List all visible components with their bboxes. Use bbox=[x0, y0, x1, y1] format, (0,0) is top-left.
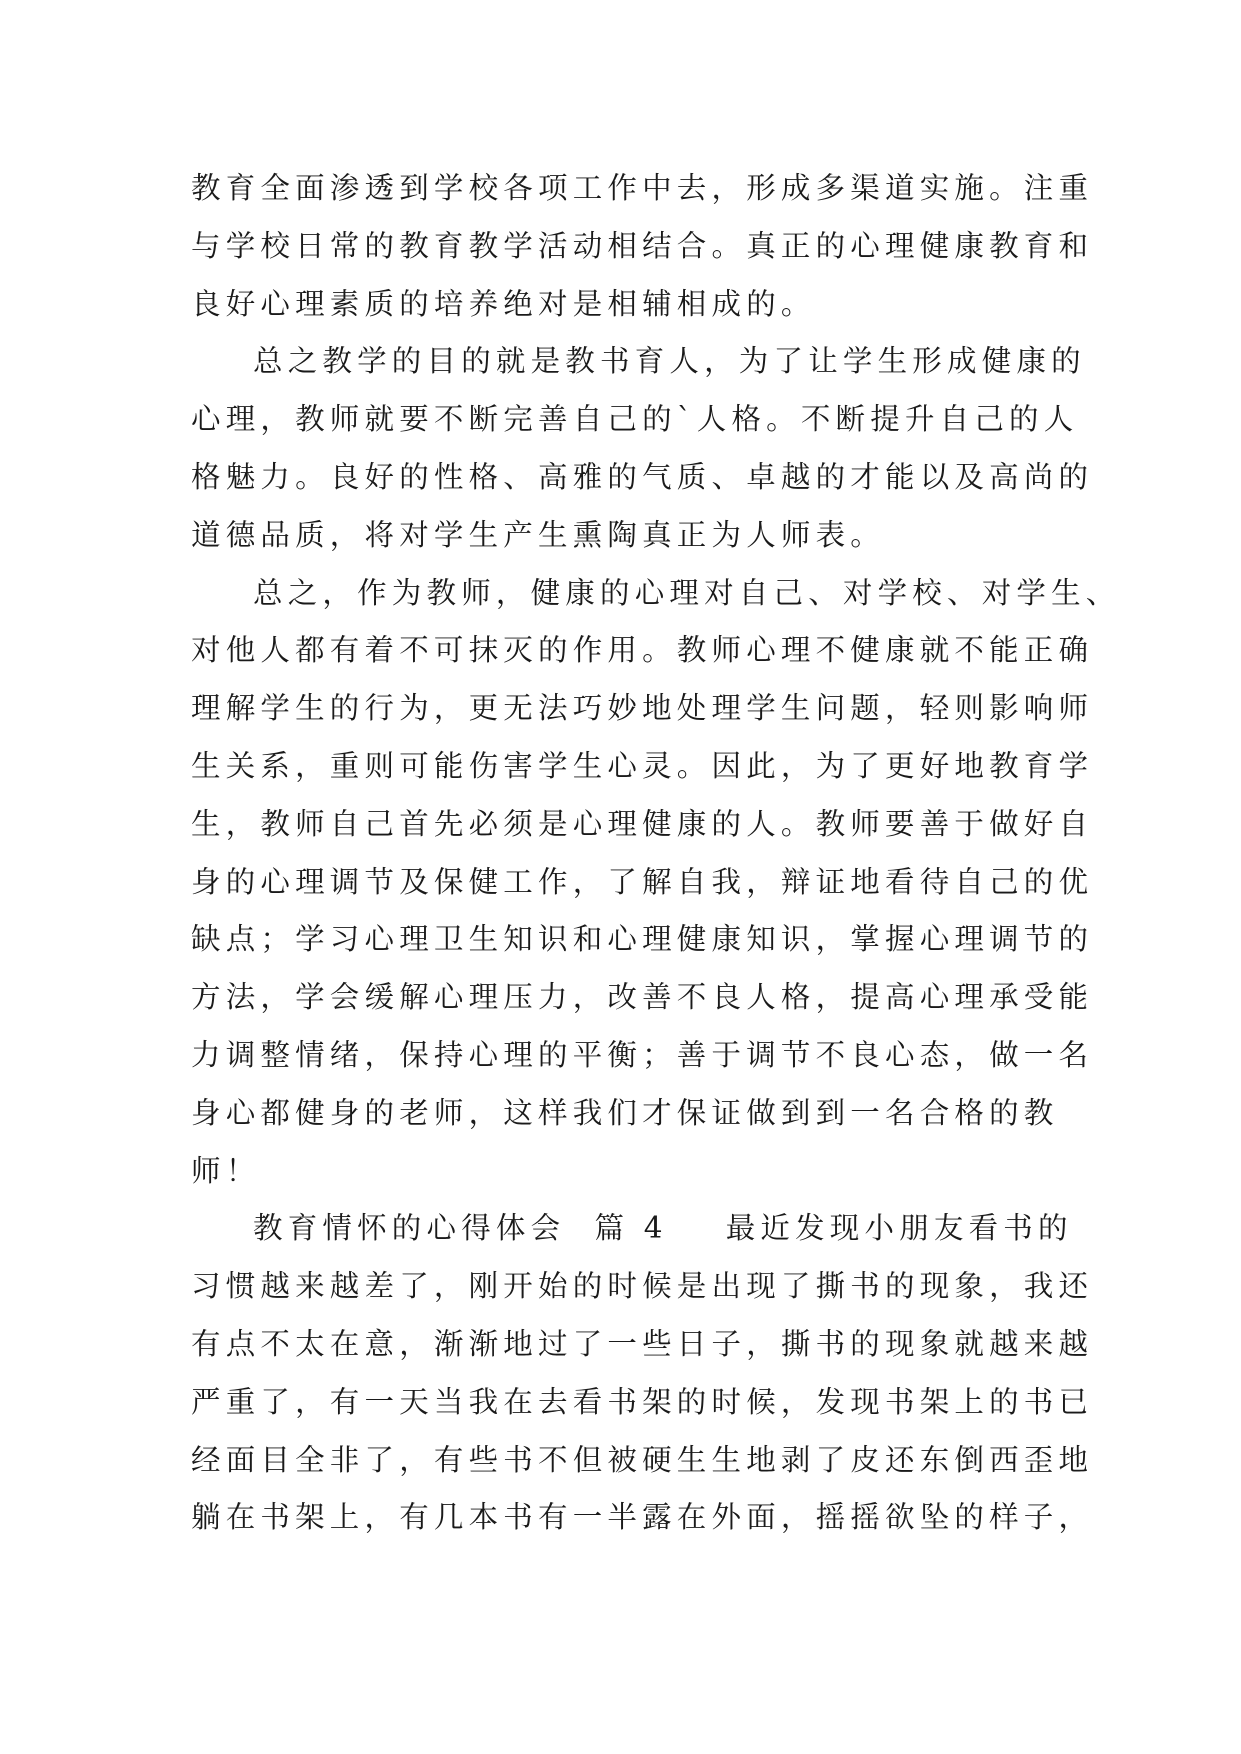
text-line: 有点不太在意，渐渐地过了一些日子，撕书的现象就越来越 bbox=[191, 1326, 1094, 1361]
paragraph-4 bbox=[191, 1200, 1094, 1547]
text-line: 方法，学会缓解心理压力，改善不良人格，提高心理承受能 bbox=[191, 980, 1094, 1015]
text-line: 力调整情绪，保持心理的平衡；善于调节不良心态，做一名 bbox=[191, 1037, 1094, 1072]
text-line: 格魅力。良好的性格、高雅的气质、卓越的才能以及高尚的 bbox=[191, 459, 1094, 494]
text-line: 严重了，有一天当我在去看书架的时候，发现书架上的书已 bbox=[191, 1384, 1094, 1419]
text-line: 良好心理素质的培养绝对是相辅相成的。 bbox=[191, 286, 816, 321]
paragraph-1 bbox=[191, 160, 1094, 333]
text-line: 总之教学的目的就是教书育人，为了让学生形成健康的 bbox=[253, 344, 1086, 379]
text-line: 习惯越来越差了，刚开始的时候是出现了撕书的现象，我还 bbox=[191, 1269, 1094, 1304]
text-line: 道德品质，将对学生产生熏陶真正为人师表。 bbox=[191, 517, 886, 552]
text-line: 经面目全非了，有些书不但被硬生生地剥了皮还东倒西歪地 bbox=[191, 1442, 1094, 1477]
text-line: 与学校日常的教育教学活动相结合。真正的心理健康教育和 bbox=[191, 228, 1094, 263]
text-line: 身的心理调节及保健工作，了解自我，辩证地看待自己的优 bbox=[191, 864, 1094, 899]
text-line: 身心都健身的老师，这样我们才保证做到到一名合格的教 bbox=[191, 1095, 1059, 1130]
first-line-text: 最近发现小朋友看书的 bbox=[725, 1211, 1073, 1246]
heading-line bbox=[191, 1200, 1073, 1258]
text-line: 总之，作为教师，健康的心理对自己、对学校、对学生、 bbox=[253, 575, 1121, 610]
text-line: 理解学生的行为，更无法巧妙地处理学生问题，轻则影响师 bbox=[191, 691, 1094, 726]
text-line: 生，教师自己首先必须是心理健康的人。教师要善于做好自 bbox=[191, 806, 1094, 841]
text-line: 躺在书架上，有几本书有一半露在外面，摇摇欲坠的样子， bbox=[191, 1500, 1094, 1535]
paragraph-3 bbox=[191, 565, 1121, 1201]
section-heading: 教育情怀的心得体会 篇 4 bbox=[253, 1211, 668, 1246]
text-line: 心理，教师就要不断完善自己的`人格。不断提升自己的人 bbox=[191, 402, 1079, 437]
paragraph-2 bbox=[191, 333, 1094, 564]
text-line: 教育全面渗透到学校各项工作中去，形成多渠道实施。注重 bbox=[191, 171, 1094, 205]
text-line: 生关系，重则可能伤害学生心灵。因此，为了更好地教育学 bbox=[191, 748, 1094, 783]
text-line: 师！ bbox=[191, 1153, 261, 1188]
text-line: 对他人都有着不可抹灭的作用。教师心理不健康就不能正确 bbox=[191, 633, 1094, 668]
text-line: 缺点；学习心理卫生知识和心理健康知识，掌握心理调节的 bbox=[191, 922, 1094, 957]
document-body bbox=[191, 160, 1121, 1547]
